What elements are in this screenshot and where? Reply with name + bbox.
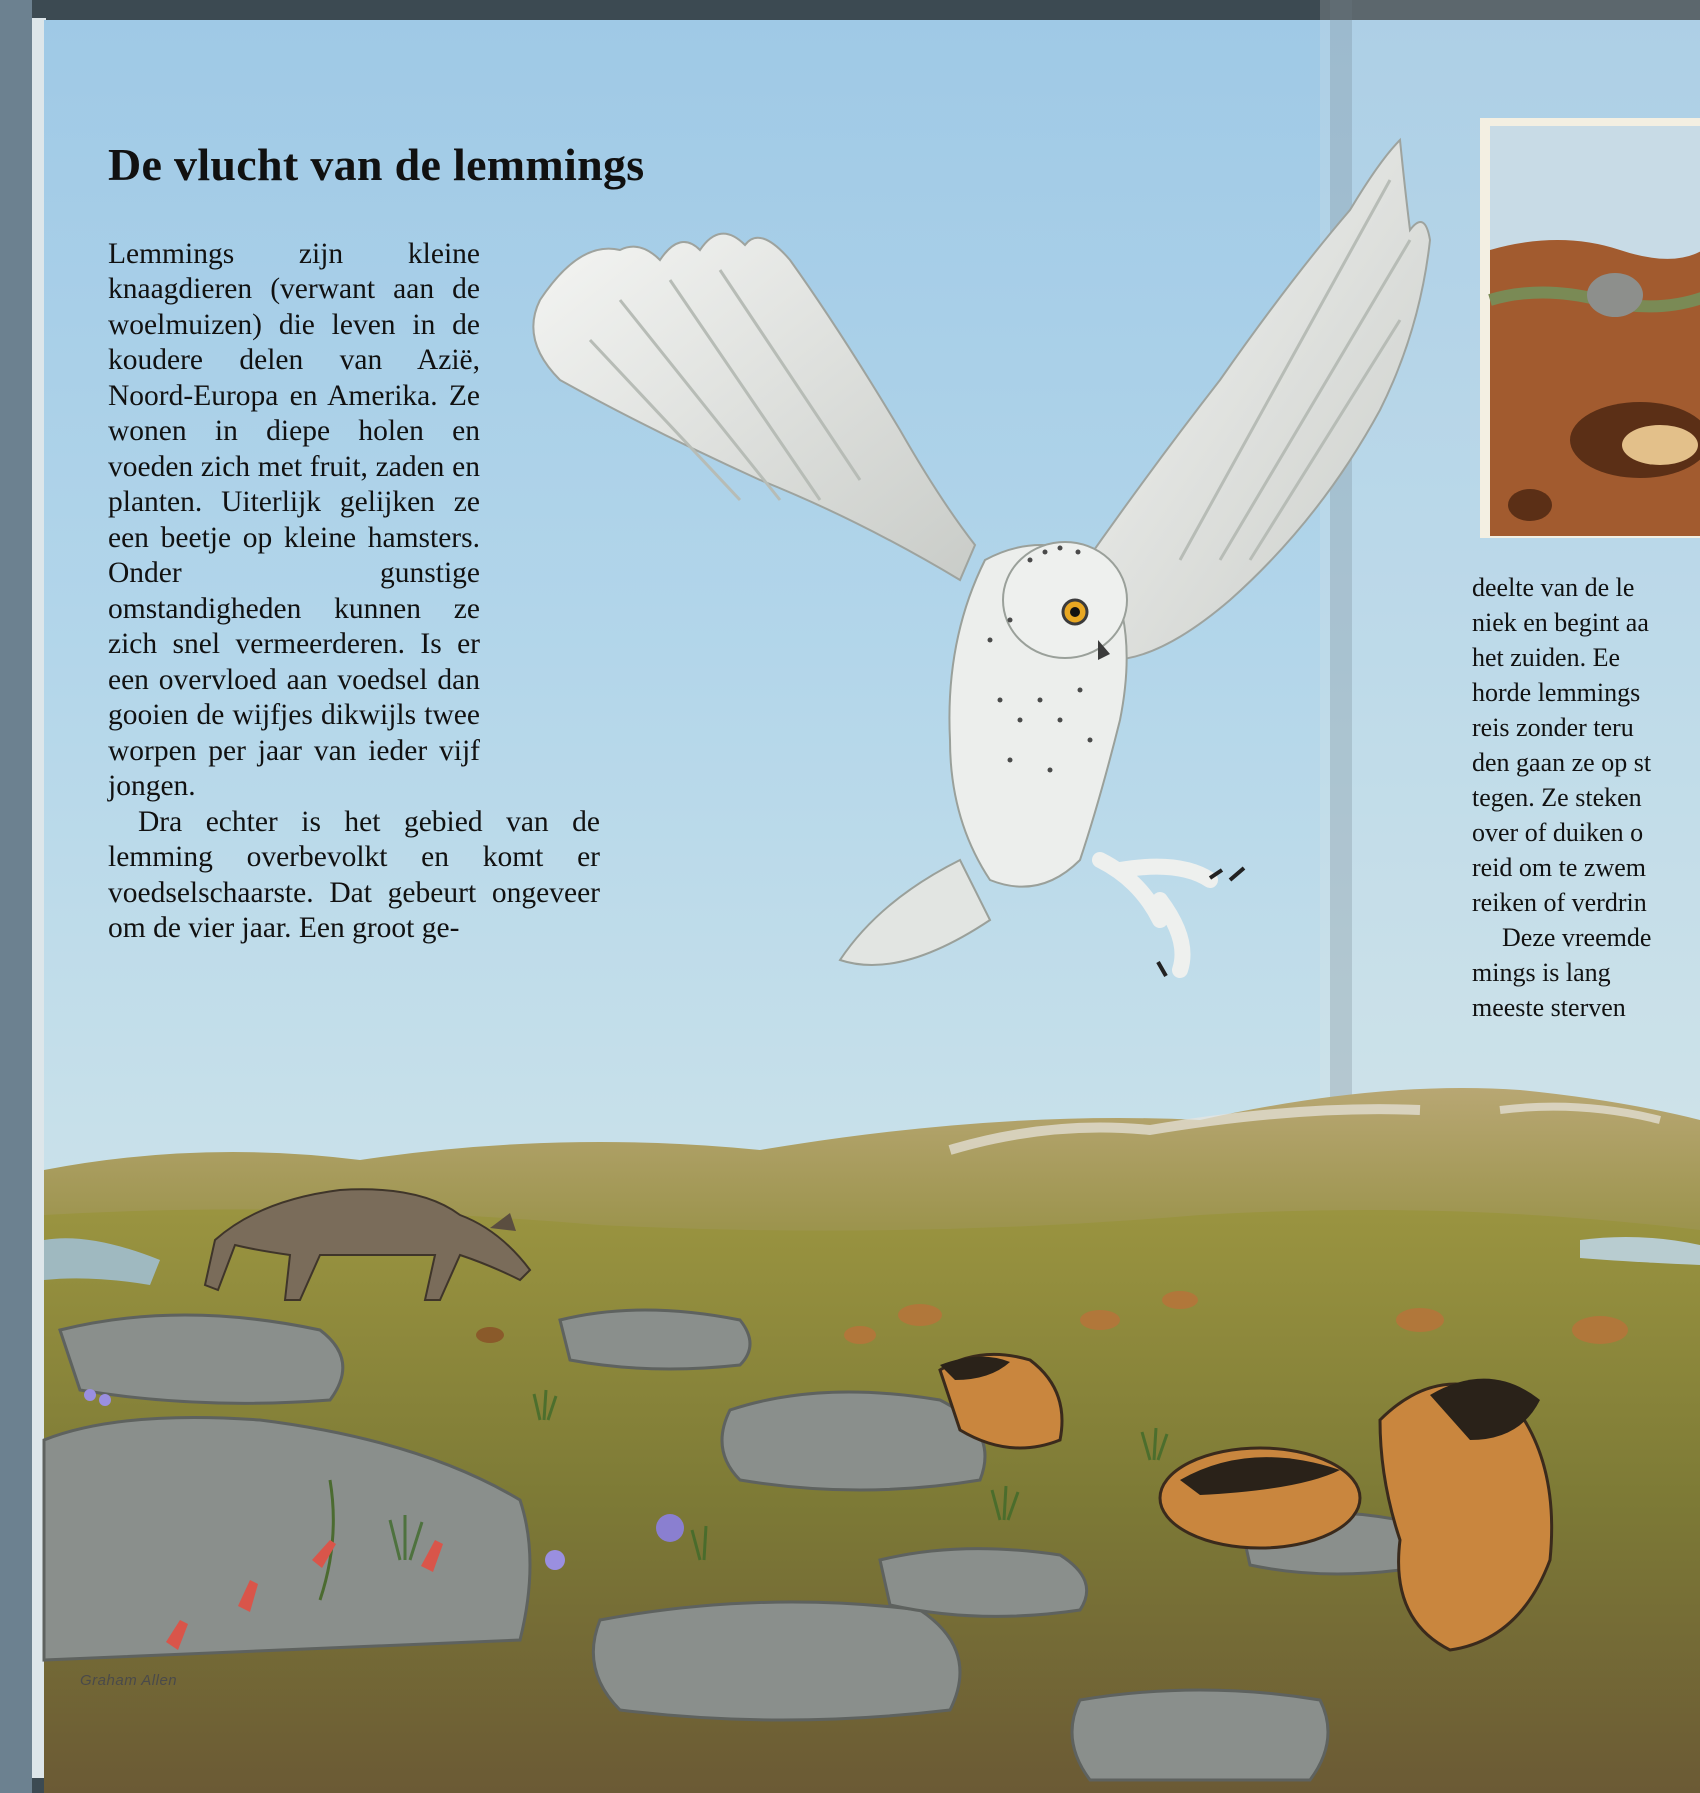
right-line: mings is lang: [1472, 958, 1611, 987]
right-line: Deze vreemde: [1502, 923, 1652, 952]
right-line: het zuiden. Ee: [1472, 643, 1620, 672]
right-line: reid om te zwem: [1472, 853, 1646, 882]
right-line: tegen. Ze steken: [1472, 783, 1642, 812]
burrow-inset: [1480, 118, 1700, 538]
right-line: deelte van de le: [1472, 573, 1635, 602]
artist-signature: Graham Allen: [80, 1672, 178, 1689]
right-line: niek en begint aa: [1472, 608, 1649, 637]
article-title: De vlucht van de lemmings: [108, 139, 645, 190]
left-page-edge: [0, 0, 32, 1793]
article-right-partial: [1472, 570, 1700, 1025]
right-line: meeste sterven: [1472, 993, 1626, 1022]
article-paragraph-2: Dra echter is het gebied van de lemming overbevolkt en komt er voedselschaarste. Dat gebeurt ongeveer om de vier jaar. Een groot ge-: [108, 805, 600, 945]
article-paragraph-1: Lemmings zijn kleine knaagdieren (verwant aan de woelmuizen) die leven in de koudere delen van Azië, Noord-Europa en Amerika. Ze wonen in diepe holen en voeden zich met fruit, zaden en planten. Uiterlijk gelijken ze een beetje op kleine hamsters. Onder gunstige omstandigheden kunnen ze zich snel vermeerderen. Is er een overvloed aan voedsel dan gooien de wijfjes dikwijls twee worpen per jaar van ieder vijf jongen.: [108, 237, 480, 803]
right-line: den gaan ze op st: [1472, 748, 1652, 777]
right-line: reis zonder teru: [1472, 713, 1634, 742]
right-line: reiken of verdrin: [1472, 888, 1647, 917]
right-line: horde lemmings: [1472, 678, 1641, 707]
right-line: over of duiken o: [1472, 818, 1644, 847]
article-left: [108, 140, 708, 947]
